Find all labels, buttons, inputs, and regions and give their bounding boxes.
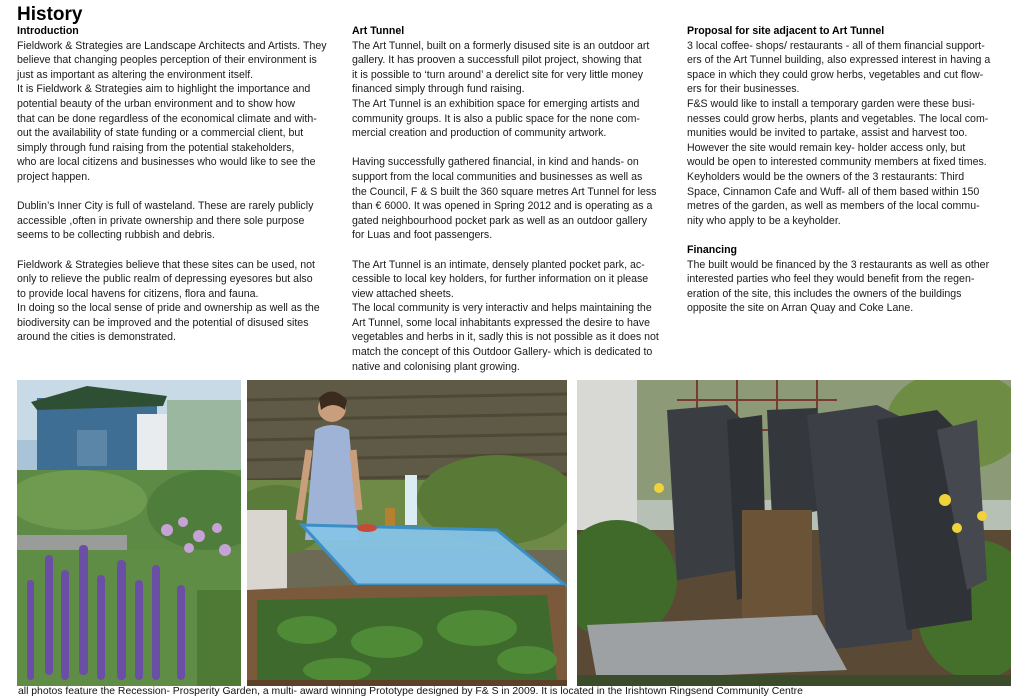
paragraph-line: gated neighbourhood pocket park as well as an outdoor gallery [352,214,648,227]
paragraph-line: vegetables and herbs in it, sadly this is not possible as it does not [352,331,659,344]
paragraph-line: eration of the site, this includes the owners of the buildings [687,287,962,300]
paragraph-line: just as important as altering the environment itself. [17,68,254,81]
text-block [687,243,1013,316]
paragraph-line: it is possible to ‘turn around’ a derelict site for very little money [352,68,644,81]
paragraph-line: around the cities is demonstrated. [17,331,176,344]
column-art-tunnel [352,24,678,374]
paragraph-line: ers for their businesses. [687,83,800,96]
text-block [17,199,343,243]
paragraph-line: metres of the garden, as well as members of the local commu- [687,200,980,213]
section-heading: Art Tunnel [352,25,405,37]
paragraph-line: nity who apply to be a keyholder. [687,214,841,227]
paragraph-line: who are local citizens and businesses who would like to see the [17,156,316,169]
paragraph-line: would be open to interested community members at fixed times. [687,156,987,169]
paragraph-line: biodiversity can be improved and the potential of disused sites [17,316,309,329]
paragraph-line: out the availability of state funding or a commercial client, but [17,127,304,140]
paragraph-line: In doing so the local sense of pride and ownership as well as the [17,302,320,315]
paragraph-line: project happen. [17,170,91,183]
paragraph-line: The built would be financed by the 3 restaurants as well as other [687,258,990,271]
paragraph-line: Fieldwork & Strategies are Landscape Architects and Artists. They [17,39,327,52]
photo-garden-flowers [17,380,241,686]
text-block [352,155,678,243]
paragraph-line: munities would be invited to partake, assist and harvest too. [687,127,968,140]
paragraph-line: view attached sheets. [352,287,454,300]
paragraph-line: interested parties who feel they would benefit from the regen- [687,273,975,286]
section-heading: Proposal for site adjacent to Art Tunnel [687,25,885,37]
column-introduction [17,24,343,345]
paragraph-line: Art Tunnel, some local inhabitants expressed the desire to have [352,316,650,329]
paragraph-line: gallery. It has prooven a successfull pilot project, showing that [352,54,642,67]
text-block [352,24,678,141]
paragraph-line: ers of the Art Tunnel building, also expressed interest in having a [687,54,991,67]
section-heading: Introduction [17,25,79,37]
paragraph-line: believe that changing peoples perception of their environment is [17,54,317,67]
paragraph-line: space in which they could grow herbs, vegetables and cut flow- [687,68,984,81]
paragraph-line: Having successfully gathered financial, in kind and hands- on [352,156,639,169]
paragraph-line: potential beauty of the urban environment and to show how [17,97,295,110]
photo-caption: all photos feature the Recession- Prosperity Garden, a multi- award winning Prototype designed by F& S in 2009. It is located in the Irishtown Ringsend Community Centre [18,686,803,697]
column-proposal [687,24,1013,316]
paragraph-line: Space, Cinnamon Cafe and Wuff- all of them based within 150 [687,185,980,198]
paragraph-line: accessible ,often in private ownership and there sole purpose [17,214,305,227]
paragraph-line: that can be done regardless of the economical climate and with- [17,112,317,125]
paragraph-line: match the concept of this Outdoor Gallery- which is dedicated to [352,346,653,359]
paragraph-line: 3 local coffee- shops/ restaurants - all of them financial support- [687,39,985,52]
paragraph-line: It is Fieldwork & Strategies aim to highlight the importance and [17,83,311,96]
paragraph-line: Dublin’s Inner City is full of wasteland. These are rarely publicly [17,200,314,213]
paragraph-line: The local community is very interactiv and helps maintaining the [352,302,652,315]
paragraph-line: the Council, F & S built the 360 square metres Art Tunnel for less [352,185,657,198]
paragraph-line: nesses could grow herbs, plants and vegetables. The local com- [687,112,989,125]
text-block [17,24,343,185]
photo-slate-sculpture [577,380,1011,686]
paragraph-line: community groups. It is also a public space for the none com- [352,112,640,125]
paragraph-line: F&S would like to install a temporary garden were these busi- [687,97,975,110]
paragraph-line: native and colonising plant growing. [352,360,520,373]
text-block [352,258,678,375]
photo-planter-table [247,380,567,686]
paragraph-line: simply through fund raising from the potential stakeholders, [17,141,295,154]
paragraph-line: However the site would remain key- holder access only, but [687,141,966,154]
paragraph-line: to provide local havens for citizens, flora and fauna. [17,287,259,300]
paragraph-line: opposite the site on Arran Quay and Coke Lane. [687,302,914,315]
section-heading: Financing [687,243,738,256]
paragraph-line: The Art Tunnel, built on a formerly disused site is an outdoor art [352,39,650,52]
page-title: History [17,4,83,25]
paragraph-line: support from the local communities and businesses as well as [352,170,643,183]
text-block [17,258,343,346]
paragraph-line: for Luas and foot passengers. [352,229,493,242]
paragraph-line: financed simply through fund raising. [352,83,525,96]
paragraph-line: The Art Tunnel is an exhibition space for emerging artists and [352,97,640,110]
paragraph-line: seems to be collecting rubbish and debris. [17,229,215,242]
paragraph-line: Fieldwork & Strategies believe that these sites can be used, not [17,258,315,271]
text-block [687,24,1013,228]
paragraph-line: The Art Tunnel is an intimate, densely planted pocket park, ac- [352,258,645,271]
paragraph-line: only to relieve the public realm of depressing eyesores but also [17,273,313,286]
paragraph-line: mercial creation and production of community artwork. [352,127,607,140]
paragraph-line: cessible to local key holders, for further information on it please [352,273,649,286]
paragraph-line: Keyholders would be the owners of the 3 restaurants: Third [687,170,965,183]
paragraph-line: than € 6000. It was opened in Spring 2012 and is operating as a [352,200,653,213]
